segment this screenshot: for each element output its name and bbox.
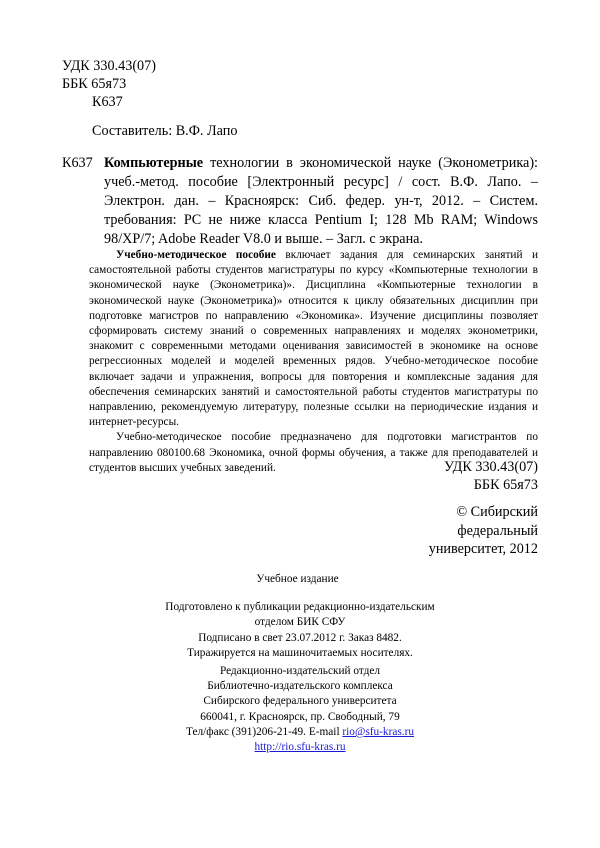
abstract-bold-lead: Учебно-методическое пособие <box>116 249 276 261</box>
publisher-line-1: Редакционно-издательский отдел <box>219 665 381 677</box>
email-link[interactable]: rio@sfu-kras.ru <box>342 725 414 738</box>
abstract-line: подготовке магистров по направлению «Экономика». Изучение дисциплины позволяет <box>89 309 538 322</box>
publisher-contacts <box>0 725 600 740</box>
publisher-line-3: Сибирского федерального университета <box>203 695 397 708</box>
circulation-line: Тиражируется на машиночитаемых носителях. <box>187 646 413 659</box>
author-sign: К637 <box>92 94 123 110</box>
abstract-line: направлению, рекомендуемую литературу, полезные ссылки на периодические издания и <box>89 401 538 414</box>
publisher <box>0 664 600 755</box>
right-bbk-code: ББК 65я73 <box>473 477 538 493</box>
bib-code: К637 <box>62 155 93 171</box>
publisher-address: 660041, г. Красноярск, пр. Свободный, 79 <box>200 710 400 723</box>
copyright-line-1: © Сибирский <box>456 504 538 520</box>
abstract-line: экономической науке (Эконометрика)» относится к циклу обязательных дисциплин при <box>89 294 538 307</box>
bib-line-3: Электрон. дан. – Красноярск: Сиб. федер. ун-т, 2012. – Систем. <box>104 193 538 209</box>
right-udk-code: УДК 330.43(07) <box>444 459 538 475</box>
abstract-line: знакомит с современными методами оценивания зависимостей в экономике на основе <box>89 340 538 353</box>
abstract-para2-line: студентов высших учебных заведений. <box>89 461 276 474</box>
bib-line-4: требования: PC не ниже класса Pentium I; 128 Mb RAM; Windows <box>104 212 538 228</box>
bib-line-1 <box>104 154 538 173</box>
publisher-line-2: Библиотечно-издательского комплекса <box>207 680 393 693</box>
compiler-line: Составитель: В.Ф. Лапо <box>92 123 238 139</box>
bib-line-2: учеб.-метод. пособие [Электронный ресурс] / сост. В.Ф. Лапо. – <box>104 174 538 190</box>
abstract-line: обеспечения семинарских занятий и самостоятельной работы студентов магистратуры по <box>89 385 538 398</box>
phone-prefix: Тел/факс (391)206-21-49. E-mail <box>186 725 343 738</box>
imprint <box>0 572 600 661</box>
abstract-line: экономической науке (Эконометрика)». Дисциплина «Компьютерные технологии в <box>89 279 538 292</box>
bib-record <box>104 154 538 249</box>
website-line <box>0 740 600 755</box>
prepared-line-2: отделом БИК СФУ <box>254 616 346 629</box>
bbk-code: ББК 65я73 <box>62 76 127 92</box>
abstract-line: самостоятельной работы студентов магистратуры по курсу «Компьютерные технологии в <box>89 264 538 277</box>
abstract <box>89 248 538 476</box>
bib-title-bold: Компьютерные <box>104 155 204 171</box>
abstract-line-1: Учебно-методическое пособие включает задания для семинарских занятий и <box>116 249 538 261</box>
abstract-line: интернет-ресурсы. <box>89 416 179 429</box>
bib-line-5: 98/XP/7; Adobe Reader V8.0 и выше. – Загл. с экрана. <box>104 231 424 247</box>
bib-line-1-rest: технологии в экономической науке (Эконометрика): <box>210 155 538 171</box>
abstract-line: регрессионных моделей и моделей временных рядов. Учебно-методическое пособие <box>89 355 538 368</box>
udk-code: УДК 330.43(07) <box>62 58 156 74</box>
website-link[interactable]: http://rio.sfu-kras.ru <box>254 741 346 754</box>
edition-type: Учебное издание <box>256 573 339 585</box>
abstract-line: сформировать систему знаний о современных направлениях и моделях эконометрики, <box>89 325 538 338</box>
copyright-line-3: университет, 2012 <box>428 541 538 557</box>
prepared-line-1: Подготовлено к публикации редакционно-издательским <box>165 601 435 614</box>
abstract-line: включает задачи и упражнения, вопросы для повторения и комплексные задания для <box>89 370 538 383</box>
abstract-para2-line: Учебно-методическое пособие предназначено для подготовки магистрантов по <box>116 431 538 444</box>
signed-line: Подписано в свет 23.07.2012 г. Заказ 8482. <box>198 631 402 644</box>
abstract-para2-line: направлению 080100.68 Экономика, очной формы обучения, а также для преподавателей и <box>89 446 538 459</box>
copyright-line-2: федеральный <box>457 523 538 539</box>
